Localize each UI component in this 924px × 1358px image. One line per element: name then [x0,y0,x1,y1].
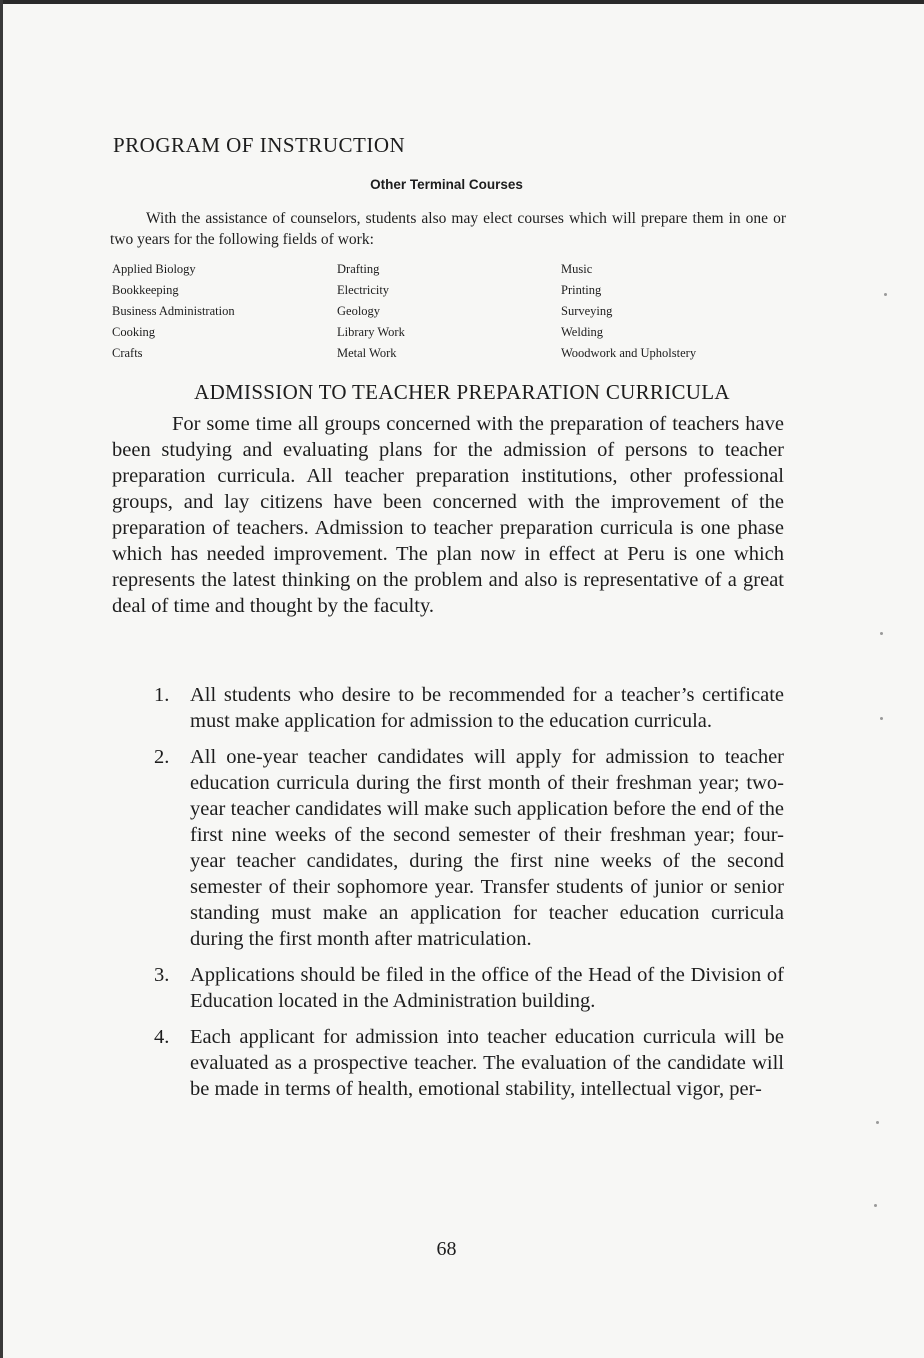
list-item [146,744,784,952]
field-item: Printing [561,283,602,297]
field-item: Geology [337,304,381,318]
list-item [146,962,784,1014]
scan-speck [874,1204,877,1207]
fields-column-1 [112,259,235,364]
list-item-number: 3. [154,964,170,986]
running-head: PROGRAM OF INSTRUCTION [113,133,406,157]
field-item: Woodwork and Upholstery [561,346,697,360]
field-item: Surveying [561,304,613,318]
list-item-number: 4. [154,1026,170,1048]
admission-paragraph: For some time all groups concerned with the preparation of teachers have been studying and evaluating plans for the admission of persons to teacher preparation curricula. All teacher preparation institutions, other professional groups, and lay citizens have been concerned with the improvement of the preparation of teachers. Admission to teacher preparation curricula is one phase which has needed improvement. The plan now in effect at Peru is one which represents the latest thinking on the problem and also is representative of a great deal of time and thought by the faculty. [112,413,784,617]
field-item: Metal Work [337,346,397,360]
terminal-courses-intro: With the assistance of counselors, students also may elect courses which will prepare them in one or two years for the following fields of work: [110,210,786,248]
page-top-edge [0,0,924,4]
field-item: Business Administration [112,304,235,318]
field-item: Electricity [337,283,390,297]
field-item: Drafting [337,262,380,276]
list-item-number: 1. [154,684,170,706]
list-item-number: 2. [154,746,170,768]
field-item: Bookkeeping [112,283,179,297]
terminal-courses-heading: Other Terminal Courses [370,177,523,192]
field-item: Welding [561,325,604,339]
field-item: Applied Biology [112,262,196,276]
fields-column-2 [337,259,405,364]
list-item-text: Each applicant for admission into teacher education curricula will be evaluated as a prospective teacher. The evaluation of the candidate will be made in terms of health, emotional stability, intellectual vigor, per- [190,1026,784,1100]
admission-section-title: ADMISSION TO TEACHER PREPARATION CURRICULA [194,380,730,404]
page-left-edge [0,0,3,1358]
page-number: 68 [436,1238,457,1260]
list-item-text: All students who desire to be recommended for a teacher’s certificate must make application for admission to the education curricula. [190,684,784,732]
field-item: Crafts [112,346,143,360]
scan-speck [880,632,883,635]
admission-requirements-list [146,682,784,1112]
list-item [146,682,784,734]
field-item: Library Work [337,325,405,339]
scan-speck [880,717,883,720]
scan-speck [876,1121,879,1124]
list-item-text: Applications should be filed in the office of the Head of the Division of Education located in the Administration building. [190,964,784,1012]
field-item: Cooking [112,325,156,339]
fields-column-3 [561,259,696,364]
scan-speck [884,293,887,296]
list-item-text: All one-year teacher candidates will apply for admission to teacher education curricula during the first month of their freshman year; two-year teacher candidates will make such application before the end of the first nine weeks of the second semester of their freshman year; four-year teacher candidates, during the first nine weeks of the second semester of their sophomore year. Transfer students of junior or senior standing must make an application for teacher education curricula during the first month after matriculation. [190,746,784,950]
list-item [146,1024,784,1102]
field-item: Music [561,262,593,276]
